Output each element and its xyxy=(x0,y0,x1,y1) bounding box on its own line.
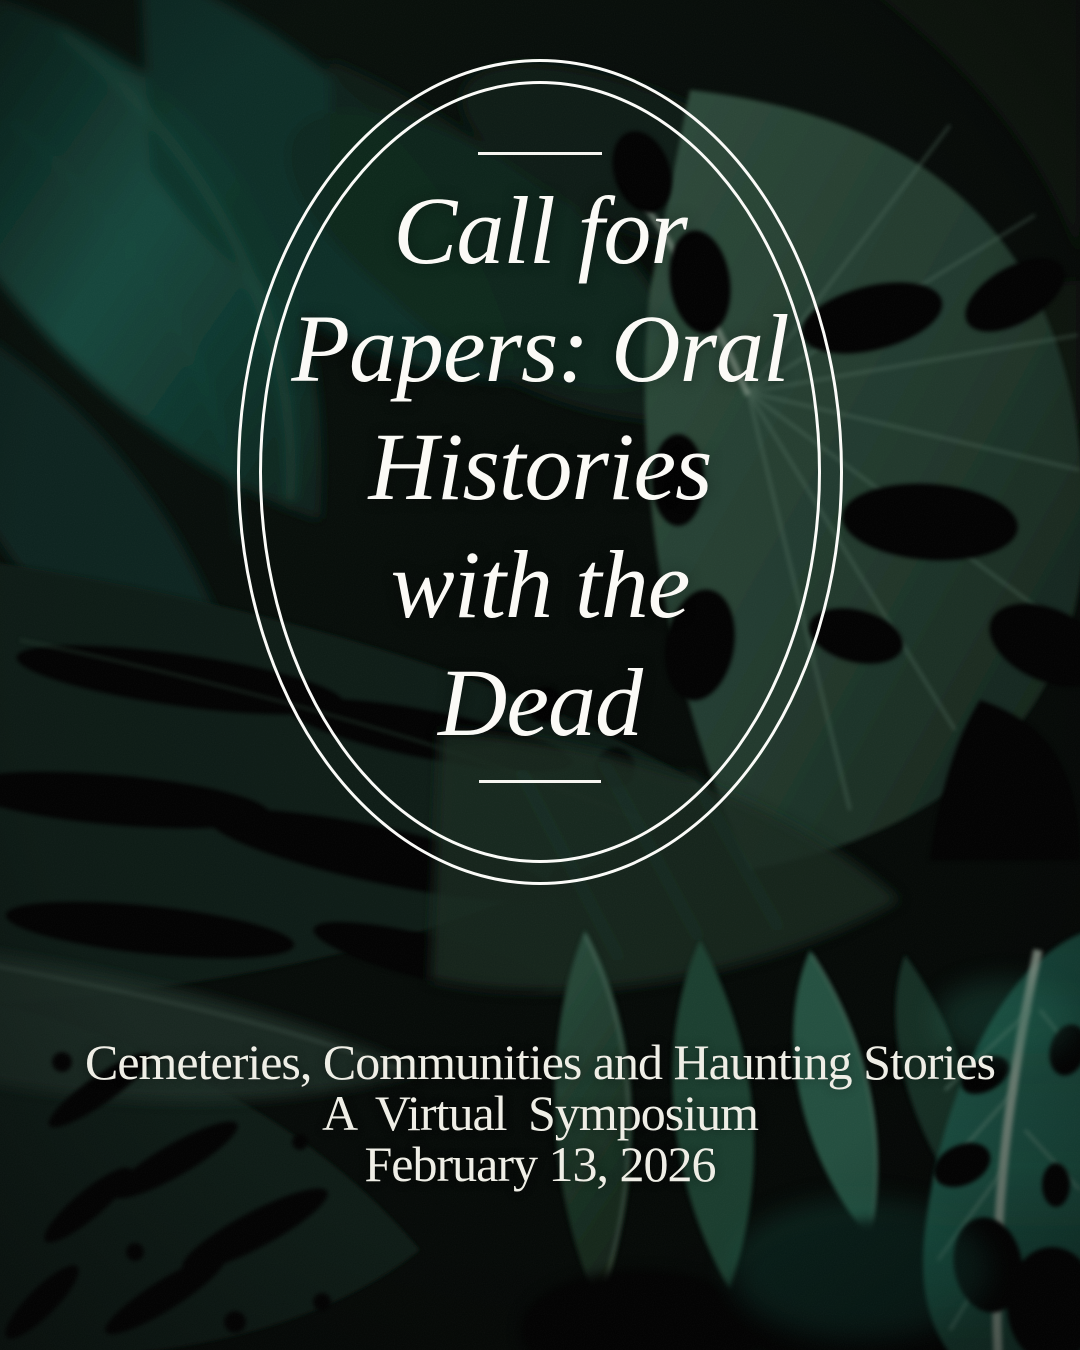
event-subtitle: Cemeteries, Communities and Haunting Stories xyxy=(84,1034,996,1090)
title-line-2: Papers: Oral xyxy=(291,295,789,402)
top-accent-rule xyxy=(478,152,602,155)
poster-title xyxy=(0,172,1080,762)
bottom-accent-rule xyxy=(479,780,601,783)
title-line-4: with the xyxy=(390,531,690,638)
title-line-3: Histories xyxy=(368,413,712,520)
event-date: February 13, 2026 xyxy=(364,1136,716,1192)
event-format: A Virtual Symposium xyxy=(321,1085,758,1141)
title-line-1: Call for xyxy=(393,177,687,284)
title-line-5: Dead xyxy=(438,649,642,756)
event-details xyxy=(0,1034,1080,1192)
